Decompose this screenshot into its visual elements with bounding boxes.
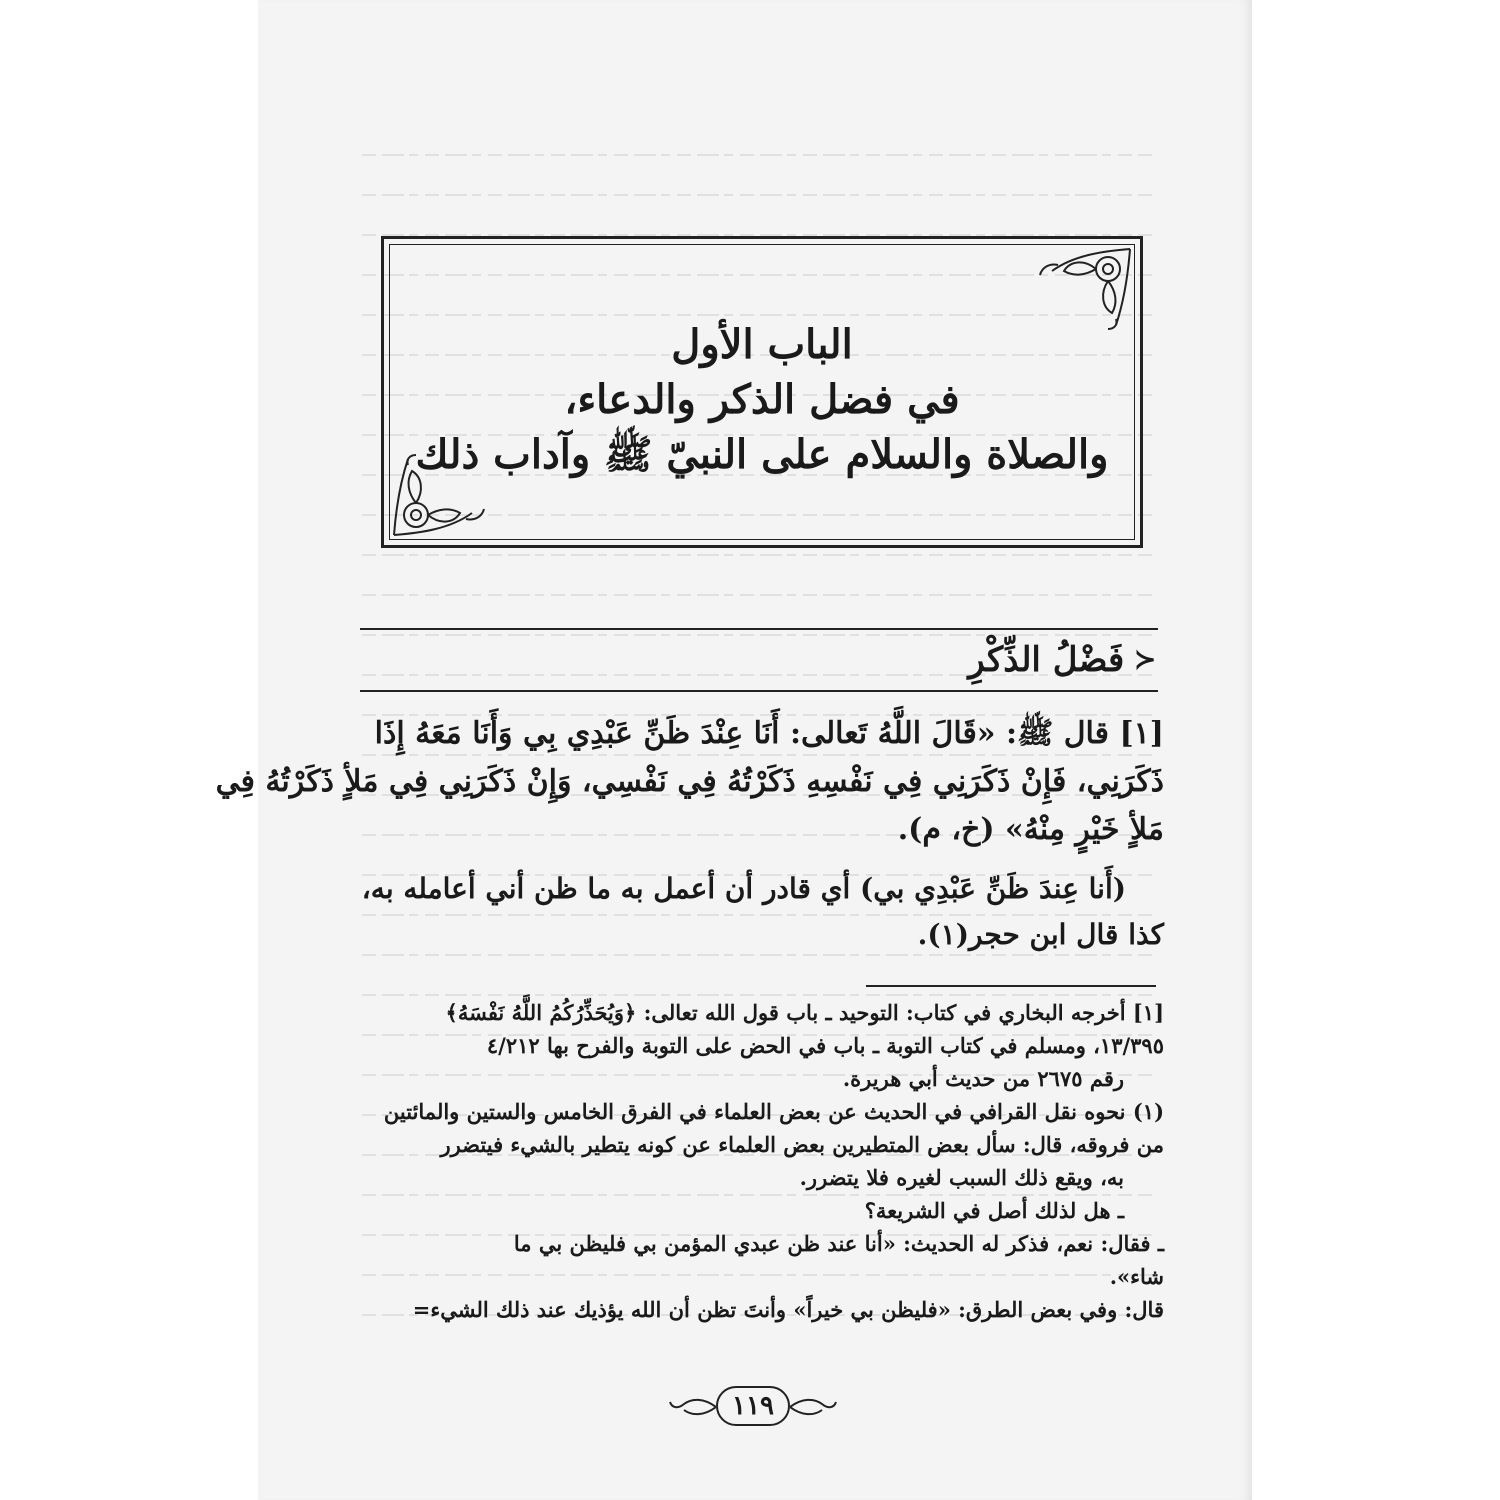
footnote-line: من فروقه، قال: سأل بعض المتطيرين بعض العلماء عن كونه يتطير بالشيء فيتضرر <box>440 1132 1164 1157</box>
section-title: فَضْلُ الذِّكْرِ <box>968 640 1125 680</box>
footnote-line: قال: وفي بعض الطرق: «فليظن بي خيراً» وأنتَ تظن أن الله يؤذيك عند ذلك الشيء= <box>412 1297 1164 1322</box>
chapter-title <box>384 317 1140 482</box>
explanation-line: (أَنا عِندَ ظَنِّ عَبْدِي بي) أي قادر أن أعمل به ما ظن أني أعامله به، <box>361 872 1126 905</box>
explanation-text <box>358 866 1164 958</box>
page-number: ١١٩ <box>716 1386 790 1426</box>
page-number-ornament <box>668 1382 838 1432</box>
footnote-line: ـ فقال: نعم، فذكر له الحديث: «أنا عند ظن عبدي المؤمن بي فليظن بي ما <box>513 1231 1164 1256</box>
footnote-line: به، ويقع ذلك السبب لغيره فلا يتضرر. <box>799 1165 1124 1190</box>
section-heading <box>968 640 1156 680</box>
footnote-separator <box>866 985 1156 987</box>
flourish-left-icon <box>668 1392 716 1422</box>
section-rule-top <box>360 628 1158 630</box>
hadith-text <box>215 710 1164 854</box>
hadith-line: ذَكَرَنِي، فَإِنْ ذَكَرَنِي فِي نَفْسِهِ ذَكَرْتُهُ فِي نَفْسِي، وَإِنْ ذَكَرَنِي فِي مَلأٍ ذَكَرْتُهُ فِي <box>215 764 1164 799</box>
arrow-marker-icon: ≺ <box>1134 645 1156 675</box>
chapter-subtitle-line-1: في فضل الذكر والدعاء، <box>564 376 960 423</box>
section-rule-bottom <box>360 690 1158 692</box>
flourish-right-icon <box>790 1392 838 1422</box>
footnote-line: شاء». <box>1109 1264 1164 1289</box>
footnote-line: رقم ٢٦٧٥ من حديث أبي هريرة. <box>842 1066 1124 1091</box>
footnote-line: ١٣/٣٩٥، ومسلم في كتاب التوبة ـ باب في الحض على التوبة والفرح بها ٤/٢١٢ <box>486 1033 1164 1058</box>
corner-ornament-icon <box>1034 245 1134 331</box>
footnote-line: (١) نحوه نقل القرافي في الحديث عن بعض العلماء في الفرق الخامس والستين والمائتين <box>383 1099 1164 1124</box>
explanation-line: كذا قال ابن حجر(١). <box>917 918 1164 951</box>
chapter-title-box <box>381 236 1143 548</box>
footnote-line: ـ هل لذلك أصل في الشريعة؟ <box>864 1198 1124 1223</box>
footnotes <box>360 996 1164 1326</box>
corner-ornament-icon <box>390 453 490 539</box>
footnote-line: [١] أخرجه البخاري في كتاب: التوحيد ـ باب قول الله تعالى: ﴿وَيُحَذِّرُكُمُ اللَّهُ نَفْسَهُ﴾ <box>445 1000 1164 1025</box>
chapter-subtitle-line-2: والصلاة والسلام على النبيّ ﷺ وآداب ذلك <box>415 431 1109 478</box>
hadith-line: مَلأٍ خَيْرٍ مِنْهُ» (خ، م). <box>897 812 1164 847</box>
chapter-heading: الباب الأول <box>671 321 853 368</box>
hadith-line: [١] قال ﷺ: «قَالَ اللَّهُ تَعالى: أَنَا عِنْدَ ظَنِّ عَبْدِي بِي وَأَنَا مَعَهُ إِذَا <box>374 716 1164 751</box>
